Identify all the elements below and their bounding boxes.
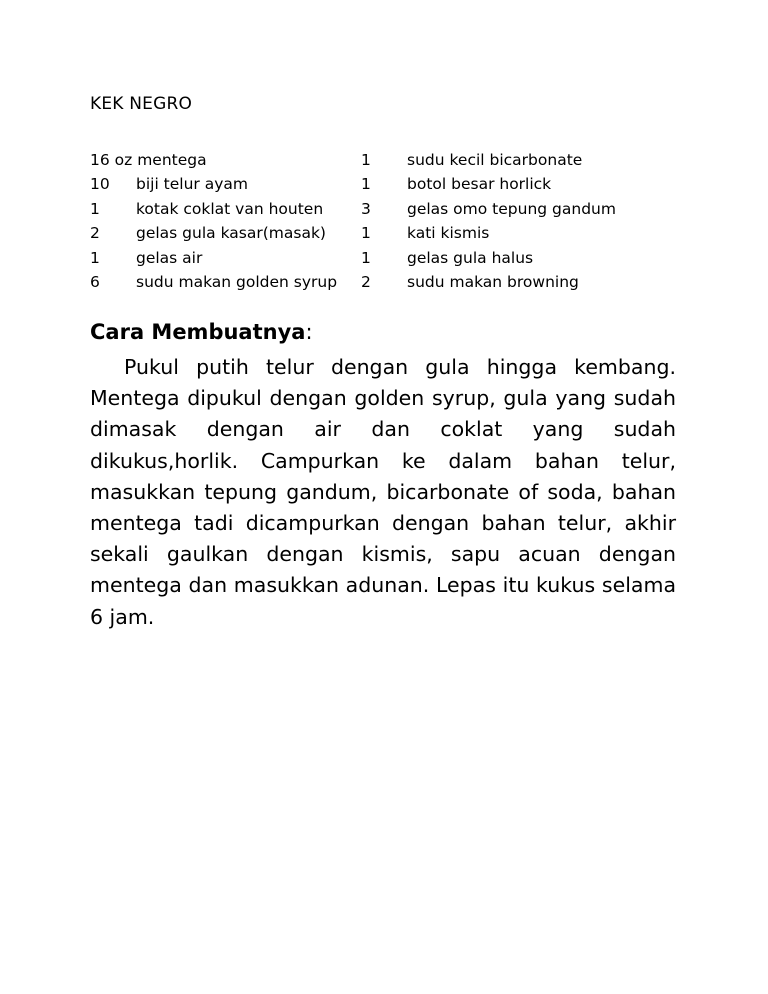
ingredient-qty: 6 [90, 272, 100, 291]
ingredient-row [90, 148, 207, 172]
ingredient-qty: 1 [90, 248, 100, 267]
ingredient-qty: 2 [361, 272, 371, 291]
ingredient-qty: 1 [361, 224, 371, 243]
ingredient-row [90, 172, 248, 196]
ingredient-qty: 3 [361, 199, 371, 218]
method-heading-text: Cara Membuatnya [90, 320, 306, 344]
ingredient-row [90, 221, 326, 245]
ingredient-name: sudu makan golden syrup [136, 272, 338, 291]
ingredient-name: sudu kecil bicarbonate [407, 151, 583, 169]
ingredient-qty: 10 [90, 175, 110, 194]
ingredient-name: gelas air [136, 248, 203, 267]
ingredients-left-column [90, 148, 338, 294]
ingredient-qty: 1 [361, 248, 371, 267]
ingredient-qty: 1 [361, 175, 371, 194]
ingredient-name: gelas gula halus [407, 248, 534, 267]
ingredient-name: kotak coklat van houten [136, 199, 324, 218]
ingredient-qty: 1 [361, 151, 371, 169]
ingredient-row [90, 270, 338, 294]
recipe-title: KEK NEGRO [90, 94, 193, 114]
ingredient-qty: 16 oz mentega [90, 151, 207, 169]
ingredient-row [90, 197, 324, 221]
method-heading [90, 320, 313, 344]
method-paragraph: Pukul putih telur dengan gula hingga kembang. Mentega dipukul dengan golden syrup, gula yang sudah dimasak dengan air dan coklat yang sudah dikukus,horlik. Campurkan ke dalam bahan telur, masukkan tepung gandum, bicarbonate of soda, bahan mentega tadi dicampurkan dengan bahan telur, akhir sekali gaulkan dengan kismis, sapu acuan dengan mentega dan masukkan adunan. Lepas itu kukus selama 6 jam. [90, 355, 676, 629]
ingredient-qty: 2 [90, 224, 100, 243]
ingredient-row [90, 246, 207, 270]
ingredient-name: gelas omo tepung gandum [407, 199, 616, 218]
method-heading-colon: : [305, 320, 313, 344]
ingredient-name: sudu makan browning [407, 272, 579, 291]
ingredient-qty: 1 [90, 199, 100, 218]
ingredient-name: biji telur ayam [136, 175, 248, 194]
ingredient-name: gelas gula kasar(masak) [136, 224, 326, 243]
ingredient-name: kati kismis [407, 224, 490, 243]
ingredient-name: botol besar horlick [407, 175, 552, 194]
